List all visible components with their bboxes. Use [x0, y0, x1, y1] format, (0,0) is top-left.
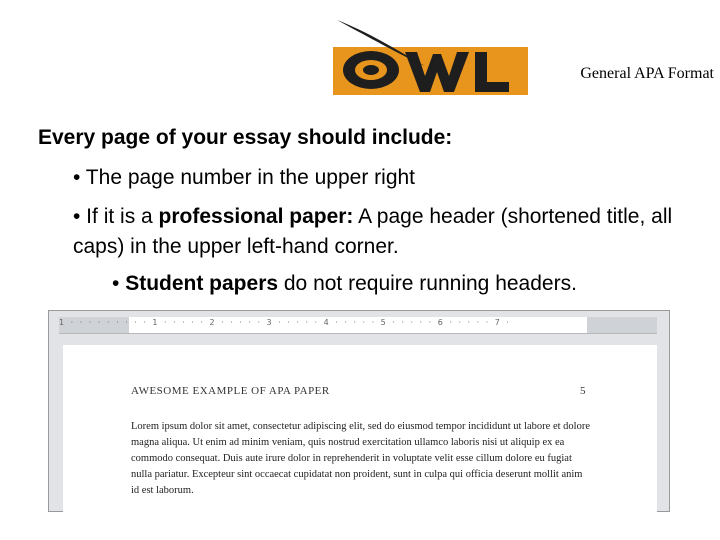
banner-title: General APA Format: [580, 65, 714, 82]
ruler-marks: 1 · · · · · · · · · 1 · · · · · 2 · · · · · 3 · · · · · 4 · · · · · 5 · · · · · 6 · · · · · 7 ·: [59, 318, 511, 327]
bullet-professional-rest: A page header (shortened title, all caps) in the upper left-hand corner.: [73, 205, 673, 258]
owl-logo: [333, 14, 533, 98]
ruler: [59, 317, 657, 334]
banner-title-box: [528, 47, 720, 95]
bullet-professional-prefix: • If it is a: [73, 205, 159, 228]
page-heading: Every page of your essay should include:: [38, 126, 453, 149]
bullet-student-rest: do not require running headers.: [278, 272, 577, 295]
running-head: AWESOME EXAMPLE OF APA PAPER: [131, 385, 330, 397]
bullet-student-papers: [112, 269, 577, 299]
bullet-student-prefix: •: [112, 272, 126, 295]
bullet-professional-bold: professional paper:: [158, 205, 354, 228]
bullet-professional-paper: [73, 202, 693, 262]
document-page-number: 5: [580, 385, 586, 397]
bullet-page-number: • The page number in the upper right: [73, 166, 416, 189]
bullet-student-bold: Student papers: [125, 272, 279, 295]
document-body-text: Lorem ipsum dolor sit amet, consectetur adipiscing elit, sed do eiusmod tempor incididunt ut labore et dolore magna aliqua. Ut enim ad minim veniam, quis nostrud exercitation ullamco laboris nisi ut aliquip ex ea commodo consequat. Duis aute irure dolor in reprehenderit in voluptate velit esse cillum dolore eu fugiat nulla pariatur. Excepteur sint occaecat cupidatat non proident, sunt in culpa qui officia deserunt mollit anim id est laborum.: [131, 421, 590, 496]
